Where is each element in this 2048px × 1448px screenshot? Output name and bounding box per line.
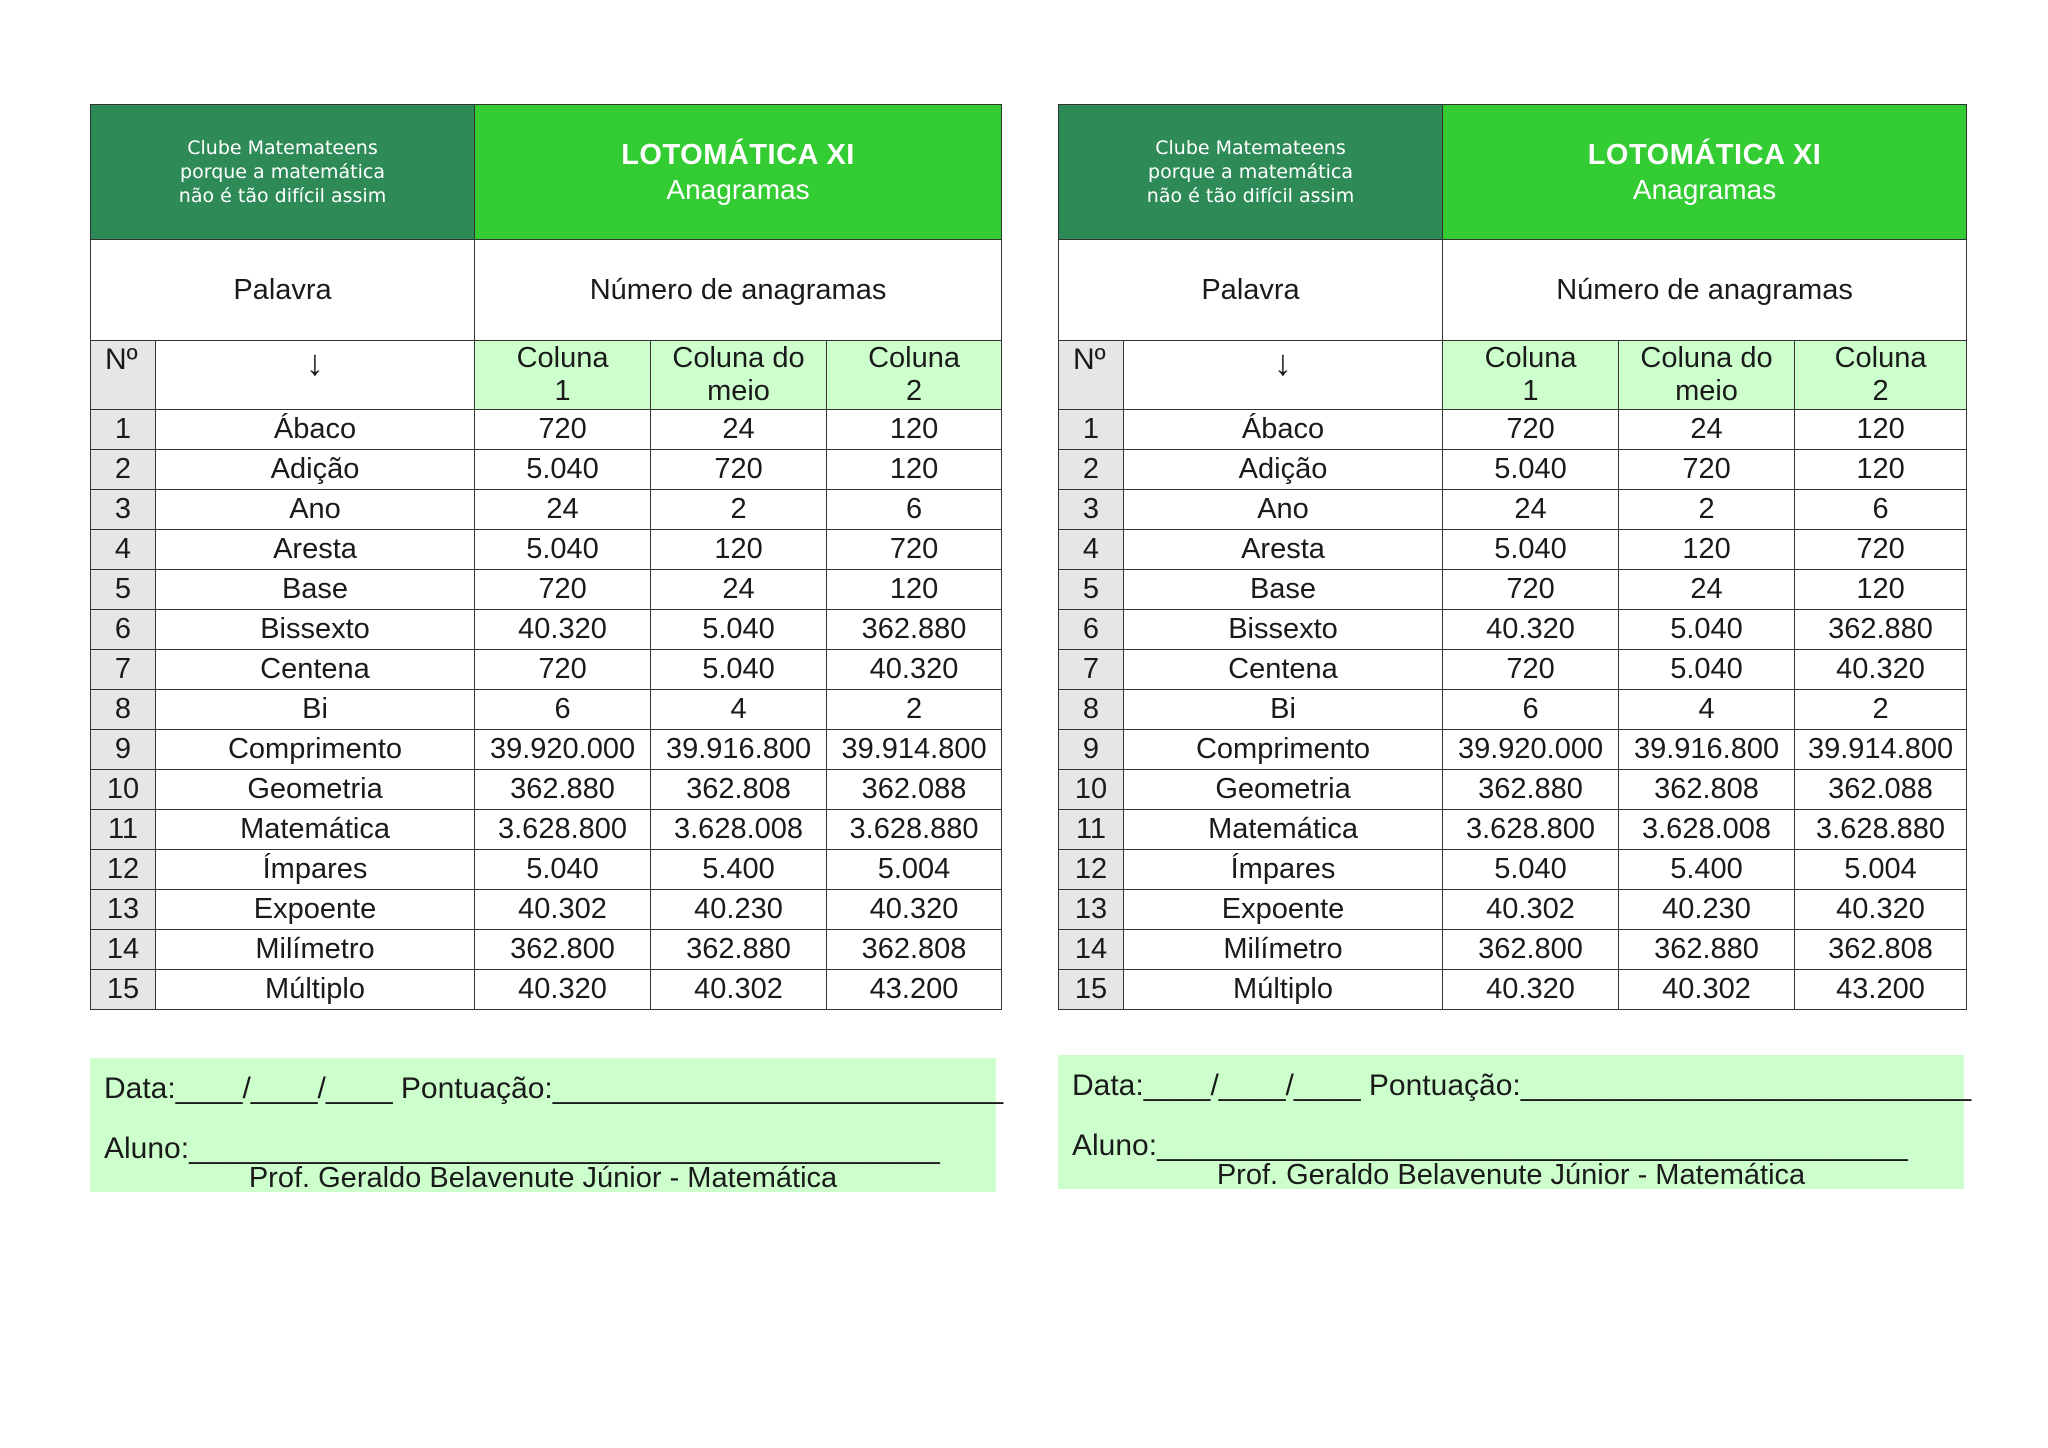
row-number: 11	[91, 810, 156, 850]
card-left	[90, 104, 996, 1010]
table-row	[1059, 930, 1967, 970]
card-right	[1058, 104, 1966, 1010]
value-column-2: 362.088	[827, 770, 1002, 810]
value-column-middle: 40.302	[1619, 970, 1795, 1010]
row-word: Comprimento	[156, 730, 475, 770]
row-word: Ímpares	[156, 850, 475, 890]
row-word: Múltiplo	[1124, 970, 1443, 1010]
row-number: 11	[1059, 810, 1124, 850]
value-column-1: 6	[475, 690, 651, 730]
value-column-middle: 120	[1619, 530, 1795, 570]
club-line1: Clube Matemateens	[1155, 137, 1346, 159]
row-number: 9	[1059, 730, 1124, 770]
value-column-2: 43.200	[827, 970, 1002, 1010]
number-label: Nº	[91, 341, 156, 410]
row-word: Expoente	[1124, 890, 1443, 930]
table-row	[1059, 970, 1967, 1010]
row-number: 5	[91, 570, 156, 610]
value-column-2: 362.808	[827, 930, 1002, 970]
value-column-2: 120	[1795, 410, 1967, 450]
row-word: Expoente	[156, 890, 475, 930]
row-word: Geometria	[156, 770, 475, 810]
column-middle-label-b: meio	[1675, 375, 1738, 407]
row-word: Milímetro	[1124, 930, 1443, 970]
row-word: Bi	[156, 690, 475, 730]
value-column-2: 39.914.800	[1795, 730, 1967, 770]
count-header: Número de anagramas	[1443, 240, 1967, 341]
value-column-middle: 39.916.800	[1619, 730, 1795, 770]
row-number: 6	[91, 610, 156, 650]
value-column-middle: 5.040	[1619, 610, 1795, 650]
value-column-2: 362.880	[1795, 610, 1967, 650]
row-number: 7	[91, 650, 156, 690]
row-number: 2	[91, 450, 156, 490]
table-body	[91, 105, 1002, 1010]
subtitle: Anagramas	[666, 173, 810, 205]
table-row	[1059, 450, 1967, 490]
value-column-middle: 4	[1619, 690, 1795, 730]
row-word: Ano	[156, 490, 475, 530]
value-column-2: 40.320	[1795, 650, 1967, 690]
row-word: Ano	[1124, 490, 1443, 530]
row-word: Ímpares	[1124, 850, 1443, 890]
row-number: 15	[91, 970, 156, 1010]
row-number: 14	[91, 930, 156, 970]
row-number: 13	[1059, 890, 1124, 930]
row-word: Múltiplo	[156, 970, 475, 1010]
table-row	[1059, 490, 1967, 530]
value-column-1: 40.320	[475, 970, 651, 1010]
value-column-middle: 362.808	[651, 770, 827, 810]
value-column-middle: 2	[1619, 490, 1795, 530]
value-column-middle: 24	[651, 410, 827, 450]
column-1-header	[475, 341, 651, 410]
date-score-line: Data:____/____/____ Pontuação:___________________________	[104, 1072, 1004, 1105]
row-number: 12	[1059, 850, 1124, 890]
club-line2: porque a matemática	[1148, 161, 1353, 183]
table-row	[1059, 610, 1967, 650]
value-column-1: 5.040	[1443, 850, 1619, 890]
table-row	[91, 890, 1002, 930]
value-column-2: 362.088	[1795, 770, 1967, 810]
value-column-1: 5.040	[475, 850, 651, 890]
column-middle-label-a: Coluna do	[672, 342, 805, 374]
row-number: 10	[91, 770, 156, 810]
value-column-middle: 362.808	[1619, 770, 1795, 810]
row-number: 15	[1059, 970, 1124, 1010]
value-column-middle: 5.040	[1619, 650, 1795, 690]
table-row	[91, 650, 1002, 690]
value-column-2: 720	[827, 530, 1002, 570]
row-word: Base	[156, 570, 475, 610]
value-column-1: 40.302	[475, 890, 651, 930]
value-column-2: 120	[1795, 450, 1967, 490]
answer-footer	[1058, 1055, 1972, 1191]
table-row	[91, 810, 1002, 850]
anagram-table	[1058, 104, 1967, 1010]
title-box	[1443, 105, 1967, 240]
value-column-1: 40.302	[1443, 890, 1619, 930]
answer-footer	[90, 1058, 1004, 1194]
value-column-2: 362.808	[1795, 930, 1967, 970]
value-column-1: 362.800	[1443, 930, 1619, 970]
student-line: Aluno:_____________________________________________	[104, 1132, 940, 1165]
value-column-middle: 24	[1619, 570, 1795, 610]
value-column-middle: 40.230	[1619, 890, 1795, 930]
row-number: 8	[1059, 690, 1124, 730]
table-row	[91, 490, 1002, 530]
value-column-1: 40.320	[1443, 970, 1619, 1010]
value-column-middle: 3.628.008	[651, 810, 827, 850]
value-column-2: 3.628.880	[1795, 810, 1967, 850]
row-number: 3	[1059, 490, 1124, 530]
row-word: Ábaco	[1124, 410, 1443, 450]
column-middle-label-b: meio	[707, 375, 770, 407]
value-column-2: 2	[1795, 690, 1967, 730]
table-row	[91, 970, 1002, 1010]
table-row	[1059, 690, 1967, 730]
value-column-2: 40.320	[827, 890, 1002, 930]
value-column-2: 43.200	[1795, 970, 1967, 1010]
column-middle-label-a: Coluna do	[1640, 342, 1773, 374]
title: LOTOMÁTICA XI	[1587, 138, 1822, 171]
table-row	[1059, 890, 1967, 930]
row-number: 9	[91, 730, 156, 770]
value-column-1: 5.040	[475, 530, 651, 570]
value-column-1: 6	[1443, 690, 1619, 730]
value-column-2: 120	[1795, 570, 1967, 610]
value-column-1: 720	[475, 570, 651, 610]
table-row	[91, 930, 1002, 970]
row-number: 3	[91, 490, 156, 530]
value-column-middle: 3.628.008	[1619, 810, 1795, 850]
column-2-label-a: Coluna	[1834, 342, 1927, 374]
value-column-1: 3.628.800	[475, 810, 651, 850]
row-number: 4	[91, 530, 156, 570]
value-column-1: 5.040	[1443, 450, 1619, 490]
table-row	[91, 450, 1002, 490]
value-column-1: 720	[1443, 410, 1619, 450]
column-2-header	[1795, 341, 1967, 410]
table-row	[91, 410, 1002, 450]
column-1-label-b: 1	[1522, 375, 1539, 407]
column-1-label-a: Coluna	[516, 342, 609, 374]
value-column-1: 362.880	[1443, 770, 1619, 810]
row-word: Centena	[1124, 650, 1443, 690]
table-row	[1059, 530, 1967, 570]
row-number: 6	[1059, 610, 1124, 650]
title-box	[475, 105, 1002, 240]
row-word: Aresta	[156, 530, 475, 570]
row-number: 1	[91, 410, 156, 450]
table-row	[91, 730, 1002, 770]
row-number: 14	[1059, 930, 1124, 970]
value-column-1: 3.628.800	[1443, 810, 1619, 850]
anagram-table	[90, 104, 1002, 1010]
row-word: Bissexto	[1124, 610, 1443, 650]
table-row	[1059, 570, 1967, 610]
club-line2: porque a matemática	[180, 161, 385, 183]
value-column-1: 5.040	[475, 450, 651, 490]
value-column-1: 362.880	[475, 770, 651, 810]
row-word: Geometria	[1124, 770, 1443, 810]
club-line3: não é tão difícil assim	[1146, 185, 1355, 207]
row-number: 2	[1059, 450, 1124, 490]
value-column-middle: 24	[1619, 410, 1795, 450]
row-number: 12	[91, 850, 156, 890]
table-row	[1059, 730, 1967, 770]
table-row	[1059, 650, 1967, 690]
column-2-header	[827, 341, 1002, 410]
value-column-middle: 40.302	[651, 970, 827, 1010]
number-label: Nº	[1059, 341, 1124, 410]
row-word: Bissexto	[156, 610, 475, 650]
value-column-2: 5.004	[1795, 850, 1967, 890]
value-column-middle: 5.040	[651, 650, 827, 690]
table-body	[1059, 105, 1967, 1010]
column-1-label-a: Coluna	[1484, 342, 1577, 374]
column-1-header	[1443, 341, 1619, 410]
row-word: Comprimento	[1124, 730, 1443, 770]
value-column-1: 362.800	[475, 930, 651, 970]
value-column-1: 40.320	[475, 610, 651, 650]
date-score-line: Data:____/____/____ Pontuação:___________________________	[1072, 1069, 1972, 1102]
row-number: 13	[91, 890, 156, 930]
table-row	[91, 770, 1002, 810]
club-line1: Clube Matemateens	[187, 137, 378, 159]
row-number: 5	[1059, 570, 1124, 610]
value-column-1: 40.320	[1443, 610, 1619, 650]
row-number: 10	[1059, 770, 1124, 810]
column-2-label-a: Coluna	[868, 342, 960, 374]
title: LOTOMÁTICA XI	[621, 138, 855, 171]
row-word: Adição	[156, 450, 475, 490]
row-word: Base	[1124, 570, 1443, 610]
value-column-1: 720	[1443, 650, 1619, 690]
row-word: Matemática	[1124, 810, 1443, 850]
value-column-1: 5.040	[1443, 530, 1619, 570]
row-number: 1	[1059, 410, 1124, 450]
value-column-2: 40.320	[827, 650, 1002, 690]
club-box	[91, 105, 475, 240]
value-column-2: 6	[827, 490, 1002, 530]
row-word: Ábaco	[156, 410, 475, 450]
table-row	[91, 570, 1002, 610]
value-column-2: 362.880	[827, 610, 1002, 650]
value-column-1: 720	[475, 650, 651, 690]
column-middle-header	[651, 341, 827, 410]
value-column-1: 39.920.000	[1443, 730, 1619, 770]
row-word: Centena	[156, 650, 475, 690]
table-row	[1059, 410, 1967, 450]
row-word: Matemática	[156, 810, 475, 850]
row-number: 7	[1059, 650, 1124, 690]
table-row	[91, 610, 1002, 650]
value-column-middle: 720	[1619, 450, 1795, 490]
word-header: Palavra	[1059, 240, 1443, 341]
value-column-middle: 24	[651, 570, 827, 610]
table-row	[91, 850, 1002, 890]
value-column-1: 720	[1443, 570, 1619, 610]
value-column-middle: 362.880	[651, 930, 827, 970]
row-number: 4	[1059, 530, 1124, 570]
value-column-1: 720	[475, 410, 651, 450]
value-column-1: 39.920.000	[475, 730, 651, 770]
student-line: Aluno:_____________________________________________	[1072, 1129, 1908, 1162]
club-box	[1059, 105, 1443, 240]
value-column-2: 39.914.800	[827, 730, 1002, 770]
value-column-middle: 39.916.800	[651, 730, 827, 770]
value-column-middle: 5.400	[651, 850, 827, 890]
count-header: Número de anagramas	[475, 240, 1002, 341]
value-column-1: 24	[1443, 490, 1619, 530]
value-column-middle: 362.880	[1619, 930, 1795, 970]
column-2-label-b: 2	[1872, 375, 1889, 407]
column-1-label-b: 1	[554, 375, 571, 407]
row-word: Milímetro	[156, 930, 475, 970]
table-row	[1059, 810, 1967, 850]
value-column-middle: 120	[651, 530, 827, 570]
value-column-2: 40.320	[1795, 890, 1967, 930]
table-row	[91, 690, 1002, 730]
row-word: Bi	[1124, 690, 1443, 730]
down-arrow-icon: ↓	[156, 341, 475, 410]
row-word: Adição	[1124, 450, 1443, 490]
value-column-2: 120	[827, 450, 1002, 490]
value-column-2: 2	[827, 690, 1002, 730]
value-column-middle: 720	[651, 450, 827, 490]
value-column-middle: 2	[651, 490, 827, 530]
column-2-label-b: 2	[905, 375, 923, 407]
value-column-2: 120	[827, 410, 1002, 450]
value-column-2: 3.628.880	[827, 810, 1002, 850]
row-word: Aresta	[1124, 530, 1443, 570]
value-column-middle: 5.400	[1619, 850, 1795, 890]
teacher-credit: Prof. Geraldo Belavenute Júnior - Matemática	[1216, 1159, 1806, 1191]
row-number: 8	[91, 690, 156, 730]
value-column-1: 24	[475, 490, 651, 530]
value-column-2: 120	[827, 570, 1002, 610]
teacher-credit: Prof. Geraldo Belavenute Júnior - Matemática	[248, 1162, 838, 1194]
table-row	[1059, 770, 1967, 810]
club-line3: não é tão difícil assim	[178, 185, 387, 207]
value-column-middle: 40.230	[651, 890, 827, 930]
subtitle: Anagramas	[1632, 173, 1777, 205]
value-column-middle: 4	[651, 690, 827, 730]
table-row	[91, 530, 1002, 570]
table-row	[1059, 850, 1967, 890]
down-arrow-icon: ↓	[1124, 341, 1443, 410]
value-column-2: 6	[1795, 490, 1967, 530]
value-column-middle: 5.040	[651, 610, 827, 650]
value-column-2: 5.004	[827, 850, 1002, 890]
word-header: Palavra	[91, 240, 475, 341]
value-column-2: 720	[1795, 530, 1967, 570]
column-middle-header	[1619, 341, 1795, 410]
